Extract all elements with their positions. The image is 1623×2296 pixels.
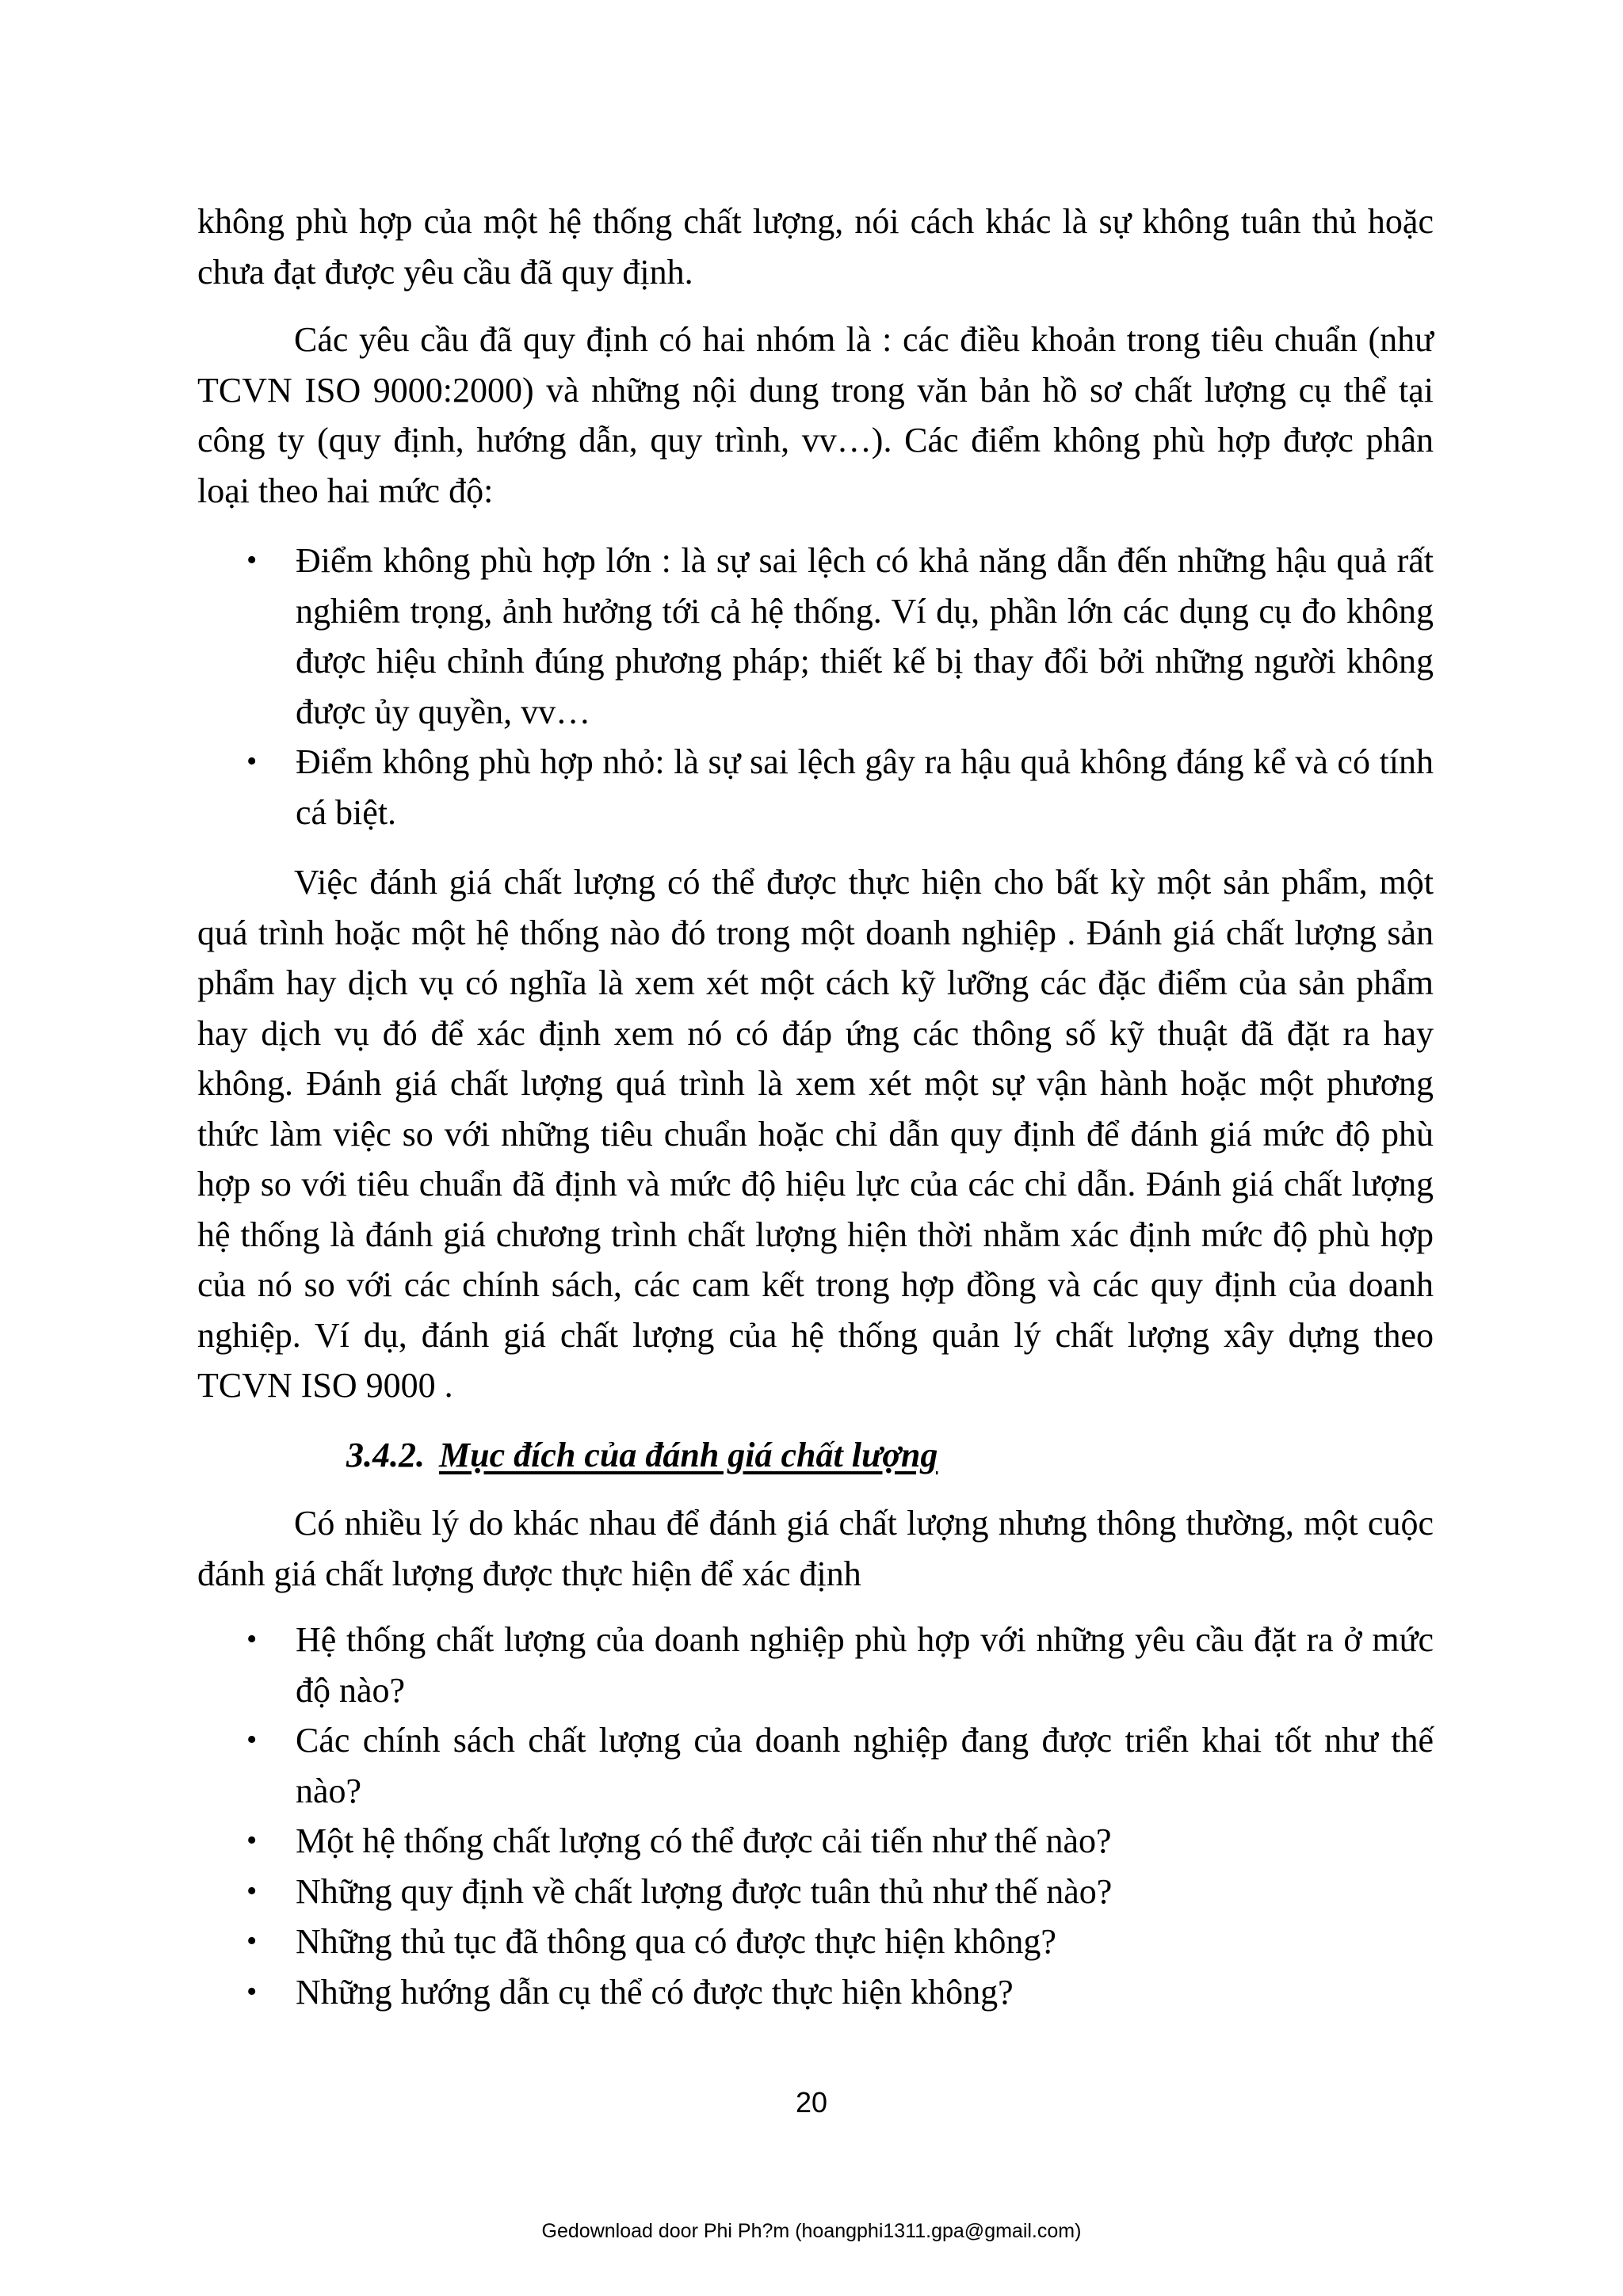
- nonconformity-list: [197, 536, 1434, 837]
- bullet-icon: •: [246, 1723, 258, 1756]
- list-item: [197, 536, 1434, 737]
- bullet-icon: •: [246, 745, 258, 778]
- list-item-text: Một hệ thống chất lượng có thể được cải tiến như thế nào?: [296, 1821, 1112, 1860]
- list-item-text: Các chính sách chất lượng của doanh nghiệp đang được triển khai tốt như thế nào?: [296, 1721, 1434, 1810]
- list-item-text: Những hướng dẫn cụ thể có được thực hiện không?: [296, 1972, 1014, 2012]
- paragraph-purpose: Có nhiều lý do khác nhau để đánh giá chất lượng nhưng thông thường, một cuộc đánh giá chất lượng được thực hiện để xác định: [197, 1504, 1434, 1593]
- document-page: [197, 196, 1434, 2017]
- section-title: Mục đích của đánh giá chất lượng: [439, 1435, 938, 1474]
- page-number: 20: [795, 2086, 828, 2119]
- list-item: [197, 1816, 1434, 1867]
- list-item-text: Điểm không phù hợp lớn : là sự sai lệch có khả năng dẫn đến những hậu quả rất nghiêm trọng, ảnh hưởng tới cả hệ thống. Ví dụ, phần lớn các dụng cụ đo không được hiệu chỉnh đúng phương pháp; thiết kế bị thay đổi bởi những người không được ủy quyền, vv…: [296, 541, 1434, 731]
- section-number: 3.4.2.: [346, 1435, 425, 1474]
- bullet-icon: •: [246, 1623, 258, 1656]
- list-item: [197, 737, 1434, 837]
- list-item: [197, 1615, 1434, 1715]
- paragraph-quality-assessment: Việc đánh giá chất lượng có thể được thực hiện cho bất kỳ một sản phẩm, một quá trình hoặc một hệ thống nào đó trong một doanh nghiệp . Đánh giá chất lượng sản phẩm hay dịch vụ có nghĩa là xem xét một cách kỹ lưỡng các đặc điểm của sản phẩm hay dịch vụ đó để xác định xem nó có đáp ứng các thông số kỹ thuật đã đặt ra hay không. Đánh giá chất lượng quá trình là xem xét một sự vận hành hoặc một phương thức làm việc so với những tiêu chuẩn hoặc chỉ dẫn quy định để đánh giá mức độ phù hợp so với tiêu chuẩn đã định và mức độ hiệu lực của các chỉ dẫn. Đánh giá chất lượng hệ thống là đánh giá chương trình chất lượng hiện thời nhằm xác định mức độ phù hợp của nó so với các chính sách, các cam kết trong hợp đồng và các quy định của doanh nghiệp. Ví dụ, đánh giá chất lượng của hệ thống quản lý chất lượng xây dựng theo TCVN ISO 9000 .: [197, 863, 1434, 1405]
- bullet-icon: •: [246, 1974, 258, 2008]
- paragraph-requirements: Các yêu cầu đã quy định có hai nhóm là : các điều khoản trong tiêu chuẩn (như TCVN ISO 9000:2000) và những nội dung trong văn bản hồ sơ chất lượng cụ thể tại công ty (quy định, hướng dẫn, quy trình, vv…). Các điểm không phù hợp được phân loại theo hai mức độ:: [197, 320, 1434, 510]
- paragraph-continuation: không phù hợp của một hệ thống chất lượng, nói cách khác là sự không tuân thủ hoặc chưa đạt được yêu cầu đã quy định.: [197, 202, 1434, 292]
- download-footer-note: Gedownload door Phi Ph?m (hoangphi1311.gpa@gmail.com): [541, 2220, 1082, 2242]
- list-item-text: Điểm không phù hợp nhỏ: là sự sai lệch gây ra hậu quả không đáng kể và có tính cá biệt.: [296, 742, 1434, 832]
- purpose-list: [197, 1615, 1434, 2017]
- list-item: [197, 1715, 1434, 1816]
- list-item-text: Những quy định về chất lượng được tuân thủ như thế nào?: [296, 1871, 1113, 1911]
- bullet-icon: •: [246, 543, 258, 577]
- bullet-icon: •: [246, 1924, 258, 1958]
- list-item: [197, 1867, 1434, 1917]
- list-item: [197, 1967, 1434, 2018]
- section-heading: [346, 1430, 1434, 1481]
- list-item-text: Những thủ tục đã thông qua có được thực hiện không?: [296, 1922, 1056, 1961]
- list-item-text: Hệ thống chất lượng của doanh nghiệp phù hợp với những yêu cầu đặt ra ở mức độ nào?: [296, 1620, 1434, 1710]
- bullet-icon: •: [246, 1824, 258, 1857]
- bullet-icon: •: [246, 1874, 258, 1908]
- list-item: [197, 1917, 1434, 1967]
